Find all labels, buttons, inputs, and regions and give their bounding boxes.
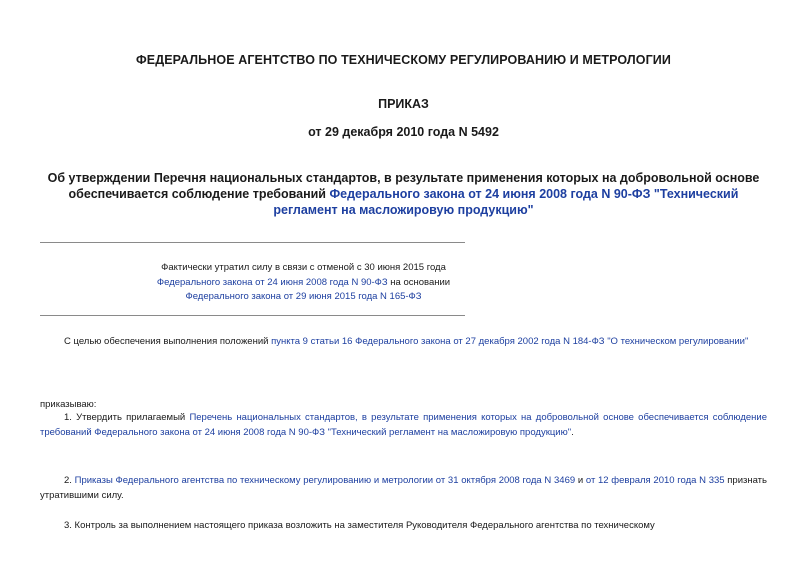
order-date: от 29 декабря 2010 года N 5492	[308, 125, 499, 139]
title-text: Об утверждении Перечня национальных стандартов, в результате применения которых на добровольной основе обеспечивается соблюдение требований	[47, 171, 760, 201]
preamble-paragraph	[40, 335, 767, 350]
document-title	[40, 170, 767, 218]
item-2-orders-link[interactable]: Приказы Федерального агентства по техническому регулированию и метрологии от 31 октября 2008 года N 3469	[74, 475, 576, 486]
item-1-list-link[interactable]: Перечень национальных стандартов, в результате применения которых на добровольной основе обеспечивается соблюдение требований Федерального закона от 24 июня 2008 года N 90-ФЗ "Технический регламент на масложировую продукцию"	[40, 412, 768, 438]
order-heading: ПРИКАЗ	[378, 97, 429, 111]
validity-note-line: Фактически утратил силу в связи с отменой с 30 июня 2015 года	[161, 262, 446, 273]
validity-note-line	[140, 276, 467, 291]
order-verb: приказываю:	[40, 399, 97, 410]
item-2-conjunction: и	[575, 475, 586, 486]
divider-top	[40, 242, 465, 243]
item-2-second-order-link[interactable]: от 12 февраля 2010 года N 335	[585, 475, 725, 486]
item-1	[40, 411, 767, 440]
item-3: 3. Контроль за выполнением настоящего приказа возложить на заместителя Руководителя Федерального агентства по техническому	[64, 520, 655, 531]
validity-note	[140, 261, 467, 305]
item-2-end: признать утратившими силу.	[40, 475, 767, 501]
title-law-link[interactable]: Федерального закона от 24 июня 2008 года N 90-ФЗ "Технический регламент на масложировую продукцию"	[273, 187, 739, 217]
item-1-end: .	[571, 426, 574, 438]
preamble-text: С целью обеспечения выполнения положений	[64, 336, 272, 347]
divider-bottom	[40, 315, 465, 316]
item-2-text: 2.	[64, 475, 75, 486]
preamble-law-link[interactable]: пункта 9 статьи 16 Федерального закона от 27 декабря 2002 года N 184-ФЗ "О техническом регулировании"	[271, 336, 749, 347]
item-2	[40, 474, 767, 503]
basis-law-link[interactable]: Федерального закона от 29 июня 2015 года N 165-ФЗ	[185, 291, 422, 302]
item-1-text: 1. Утвердить прилагаемый	[64, 412, 190, 423]
repeal-law-link[interactable]: Федерального закона от 24 июня 2008 года N 90-ФЗ	[156, 276, 388, 288]
agency-heading: ФЕДЕРАЛЬНОЕ АГЕНТСТВО ПО ТЕХНИЧЕСКОМУ РЕГУЛИРОВАНИЮ И МЕТРОЛОГИИ	[136, 53, 671, 67]
validity-note-text: на основании	[387, 276, 451, 288]
